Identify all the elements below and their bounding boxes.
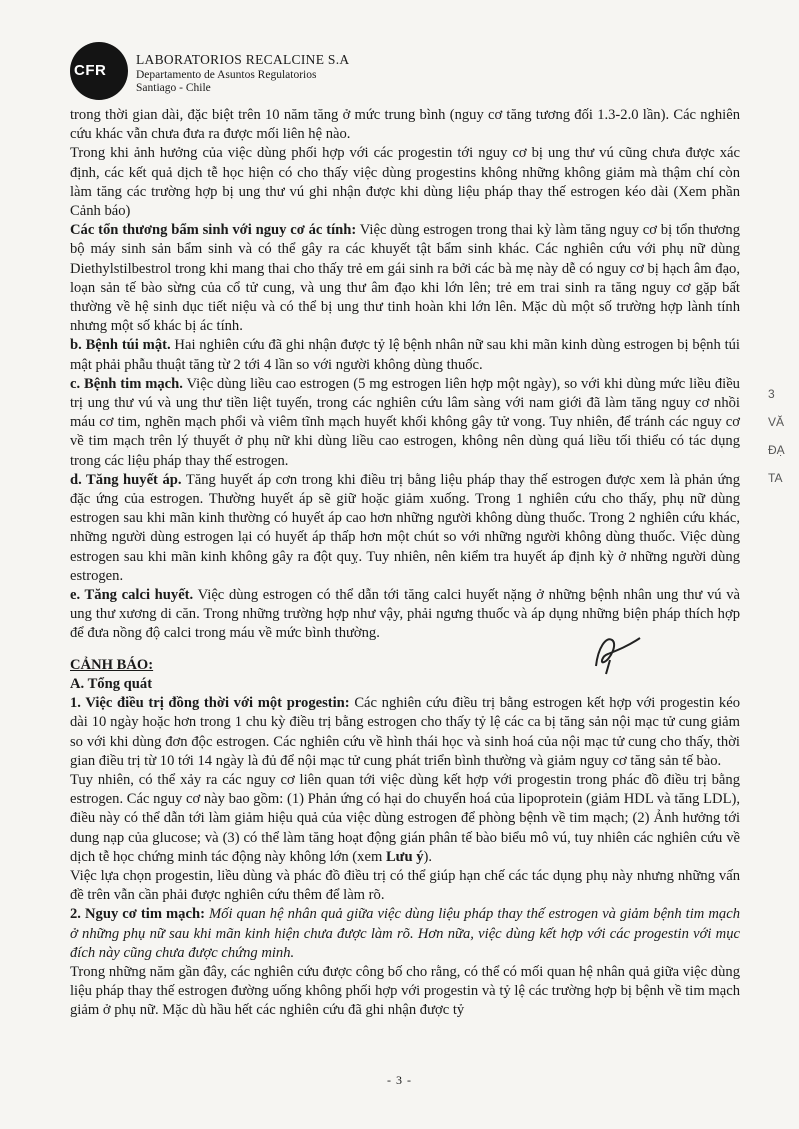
paragraph-lead: d. Tăng huyết áp. xyxy=(70,471,182,488)
paragraph: 1. Việc điều trị đồng thời với một progestin: Các nghiên cứu điều trị bằng estrogen kết hợp với progestin kéo dài 10 ngày hoặc hơn trong 1 chu kỳ điều trị bằng estrogen cho thấy tỷ lệ các ca bị tăng sản nội mạc tử cung giảm so với khi dùng đơn độc estrogen. Các nghiên cứu về hình thái học và sinh hoá của nội mạc tử cung cho thấy, thời gian điều trị từ 10 tới 14 ngày là đủ để nội mạc tử cung phát triển bình thường và giảm nguy cơ tăng sản tế bào. xyxy=(70,695,741,769)
paragraph: Trong khi ảnh hưởng của việc dùng phối hợp với các progestin tới nguy cơ bị ung thư vú cũng chưa được xác định, các kết quả dịch tễ học hiện có cho thấy việc dùng progestins không những không giảm mà thậm chí còn làm tăng các trường hợp bị ung thư vú ghi nhận được khi dùng liệu pháp thay thế estrogen kéo dài (Xem phần Cảnh báo) xyxy=(70,145,740,220)
signature xyxy=(588,630,648,676)
paragraph: trong thời gian dài, đặc biệt trên 10 năm tăng ở mức trung bình (nguy cơ tăng tương đối 1.3-2.0 lần). Các nghiên cứu khác vẫn chưa đưa ra được mối liên hệ nào. xyxy=(70,107,740,143)
document-body xyxy=(70,106,740,1021)
paragraph: 2. Nguy cơ tim mạch: Mối quan hệ nhân quả giữa việc dùng liệu pháp thay thế estrogen và giảm bệnh tim mạch ở những phụ nữ sau khi mãn kinh hiện chưa được làm rõ. Hơn nữa, việc dùng kết hợp với các progestin với mục đích này cũng chưa được chứng minh. xyxy=(70,906,740,961)
paragraph-lead: 2. Nguy cơ tim mạch: xyxy=(70,906,205,923)
warning-subtitle: A. Tổng quát xyxy=(70,675,153,692)
paragraph-lead: c. Bệnh tim mạch. xyxy=(70,375,183,392)
warning-title: CẢNH BÁO: xyxy=(70,656,154,673)
paragraph: Việc lựa chọn progestin, liều dùng và phác đồ điều trị có thể giúp hạn chế các tác dụng phụ này nhưng những vấn đề trên vẫn cần phải được nghiên cứu thêm để làm rõ. xyxy=(70,867,740,904)
paragraph-lead: 1. Việc điều trị đồng thời với một progestin: xyxy=(70,695,350,712)
paragraph-lead: b. Bệnh túi mật. xyxy=(70,337,171,354)
department-name: Departamento de Asuntos Regulatorios xyxy=(136,69,317,81)
margin-notes: 3 VĂ ĐẠ TA xyxy=(768,387,785,485)
company-logo: CFR xyxy=(70,42,128,100)
paragraph: e. Tăng calci huyết. Việc dùng estrogen có thể dẫn tới tăng calci huyết nặng ở những bệnh nhân ung thư vú và ung thư xương di căn. Trong những trường hợp như vậy, phải ngưng thuốc và áp dụng những biện pháp thích hợp để đưa nồng độ calci trong máu về mức bình thường. xyxy=(70,587,740,642)
paragraph: Trong những năm gần đây, các nghiên cứu được công bố cho rằng, có thể có mối quan hệ nhân quả giữa việc dùng liệu pháp thay thế estrogen đường uống không phối hợp với progestin và tỷ lệ các trường hợp bị bệnh về tim mạch giảm ở phụ nữ. Mặc dù hầu hết các nghiên cứu đã ghi nhận được tỷ xyxy=(70,963,740,1019)
paragraph: b. Bệnh túi mật. Hai nghiên cứu đã ghi nhận được tỷ lệ bệnh nhân nữ sau khi mãn kinh dùng estrogen bị bệnh túi mật phải phẫu thuật tăng từ 2 tới 4 lần so với người không dùng thuốc. xyxy=(70,337,740,373)
company-name: LABORATORIOS RECALCINE S.A xyxy=(136,52,350,67)
paragraph: c. Bệnh tim mạch. Việc dùng liều cao estrogen (5 mg estrogen liên hợp một ngày), so với khi dùng mức liều điều trị ung thư vú và ung thư tiền liệt tuyến, trong các nghiên cứu lâm sàng với nam giới đã làm tăng nguy cơ nhồi máu cơ tim, nghẽn mạch phổi và viêm tĩnh mạch huyết khối không gây tử vong. Tuy nhiên, để tránh các nguy cơ về tim mạch trên lý thuyết ở phụ nữ khi dùng liều cao estrogen, không nên dùng quá liều tối thiểu có tác dụng trong các liệu pháp thay thế estrogen. xyxy=(70,375,740,469)
paragraph-lead: e. Tăng calci huyết. xyxy=(70,587,194,604)
paragraph: Tuy nhiên, có thể xảy ra các nguy cơ liên quan tới việc dùng kết hợp với progestin trong phác đồ điều trị bằng estrogen. Các nguy cơ này bao gồm: (1) Phản ứng có hại do chuyển hoá của lipoprotein (giảm HDL và tăng LDL), điều này có thể dẫn tới làm giảm hiệu quả của việc dùng estrogen để phòng bệnh về tim mạch; (2) Ảnh hưởng tới dung nạp của glucose; và (3) có thể làm tăng hoạt động gián phân tế bào biểu mô vú, tuy nhiên các nghiên cứu về dịch tễ học chứng minh tác động này không lớn (xem Lưu ý). xyxy=(70,771,740,865)
paragraph: d. Tăng huyết áp. Tăng huyết áp cơn trong khi điều trị bằng liệu pháp thay thế estrogen được xem là phản ứng đặc ứng của estrogen. Thường huyết áp sẽ giữ hoặc giảm xuống. Trong 1 nghiên cứu cho thấy, phụ nữ dùng estrogen sau khi mãn kinh thường có huyết áp cao hơn những người không dùng thuốc. Trong 2 nghiên cứu khác, những người dùng estrogen lại có huyết áp thấp hơn một chút so với những người không dùng thuốc. Việc dùng estrogen sau khi mãn kinh không gây ra đột quỵ. Tuy nhiên, nên kiểm tra huyết áp định kỳ ở những người dùng estrogen. xyxy=(70,471,740,584)
letterhead xyxy=(70,30,470,102)
paragraph: Các tổn thương bẩm sinh với nguy cơ ác tính: Việc dùng estrogen trong thai kỳ làm tăng nguy cơ bị tổn thương bộ máy sinh sản bẩm sinh và có thể gây ra các khuyết tật bẩm sinh khác. Các nghiên cứu với phụ nữ dùng Diethylstilbestrol trong khi mang thai cho thấy trẻ em gái sinh ra bởi các bà mẹ này dễ có nguy cơ bị hạch âm đạo, loạn sản tế bào sừng của cổ tử cung, và ung thư âm đạo khi lớn lên; trẻ em trai sinh ra tăng nguy cơ gặp bất thường về hệ sinh dục tiết niệu và có thể bị ung thư tinh hoàn khi lớn lên. Mặc dù một số trường hợp lành tính nhưng một số khác bị ác tính. xyxy=(70,222,740,335)
paragraph-lead: Các tổn thương bẩm sinh với nguy cơ ác tính: xyxy=(70,222,357,239)
letterhead-text xyxy=(136,52,349,94)
page-number: - 3 - xyxy=(387,1073,412,1087)
company-city: Santiago - Chile xyxy=(136,82,211,94)
